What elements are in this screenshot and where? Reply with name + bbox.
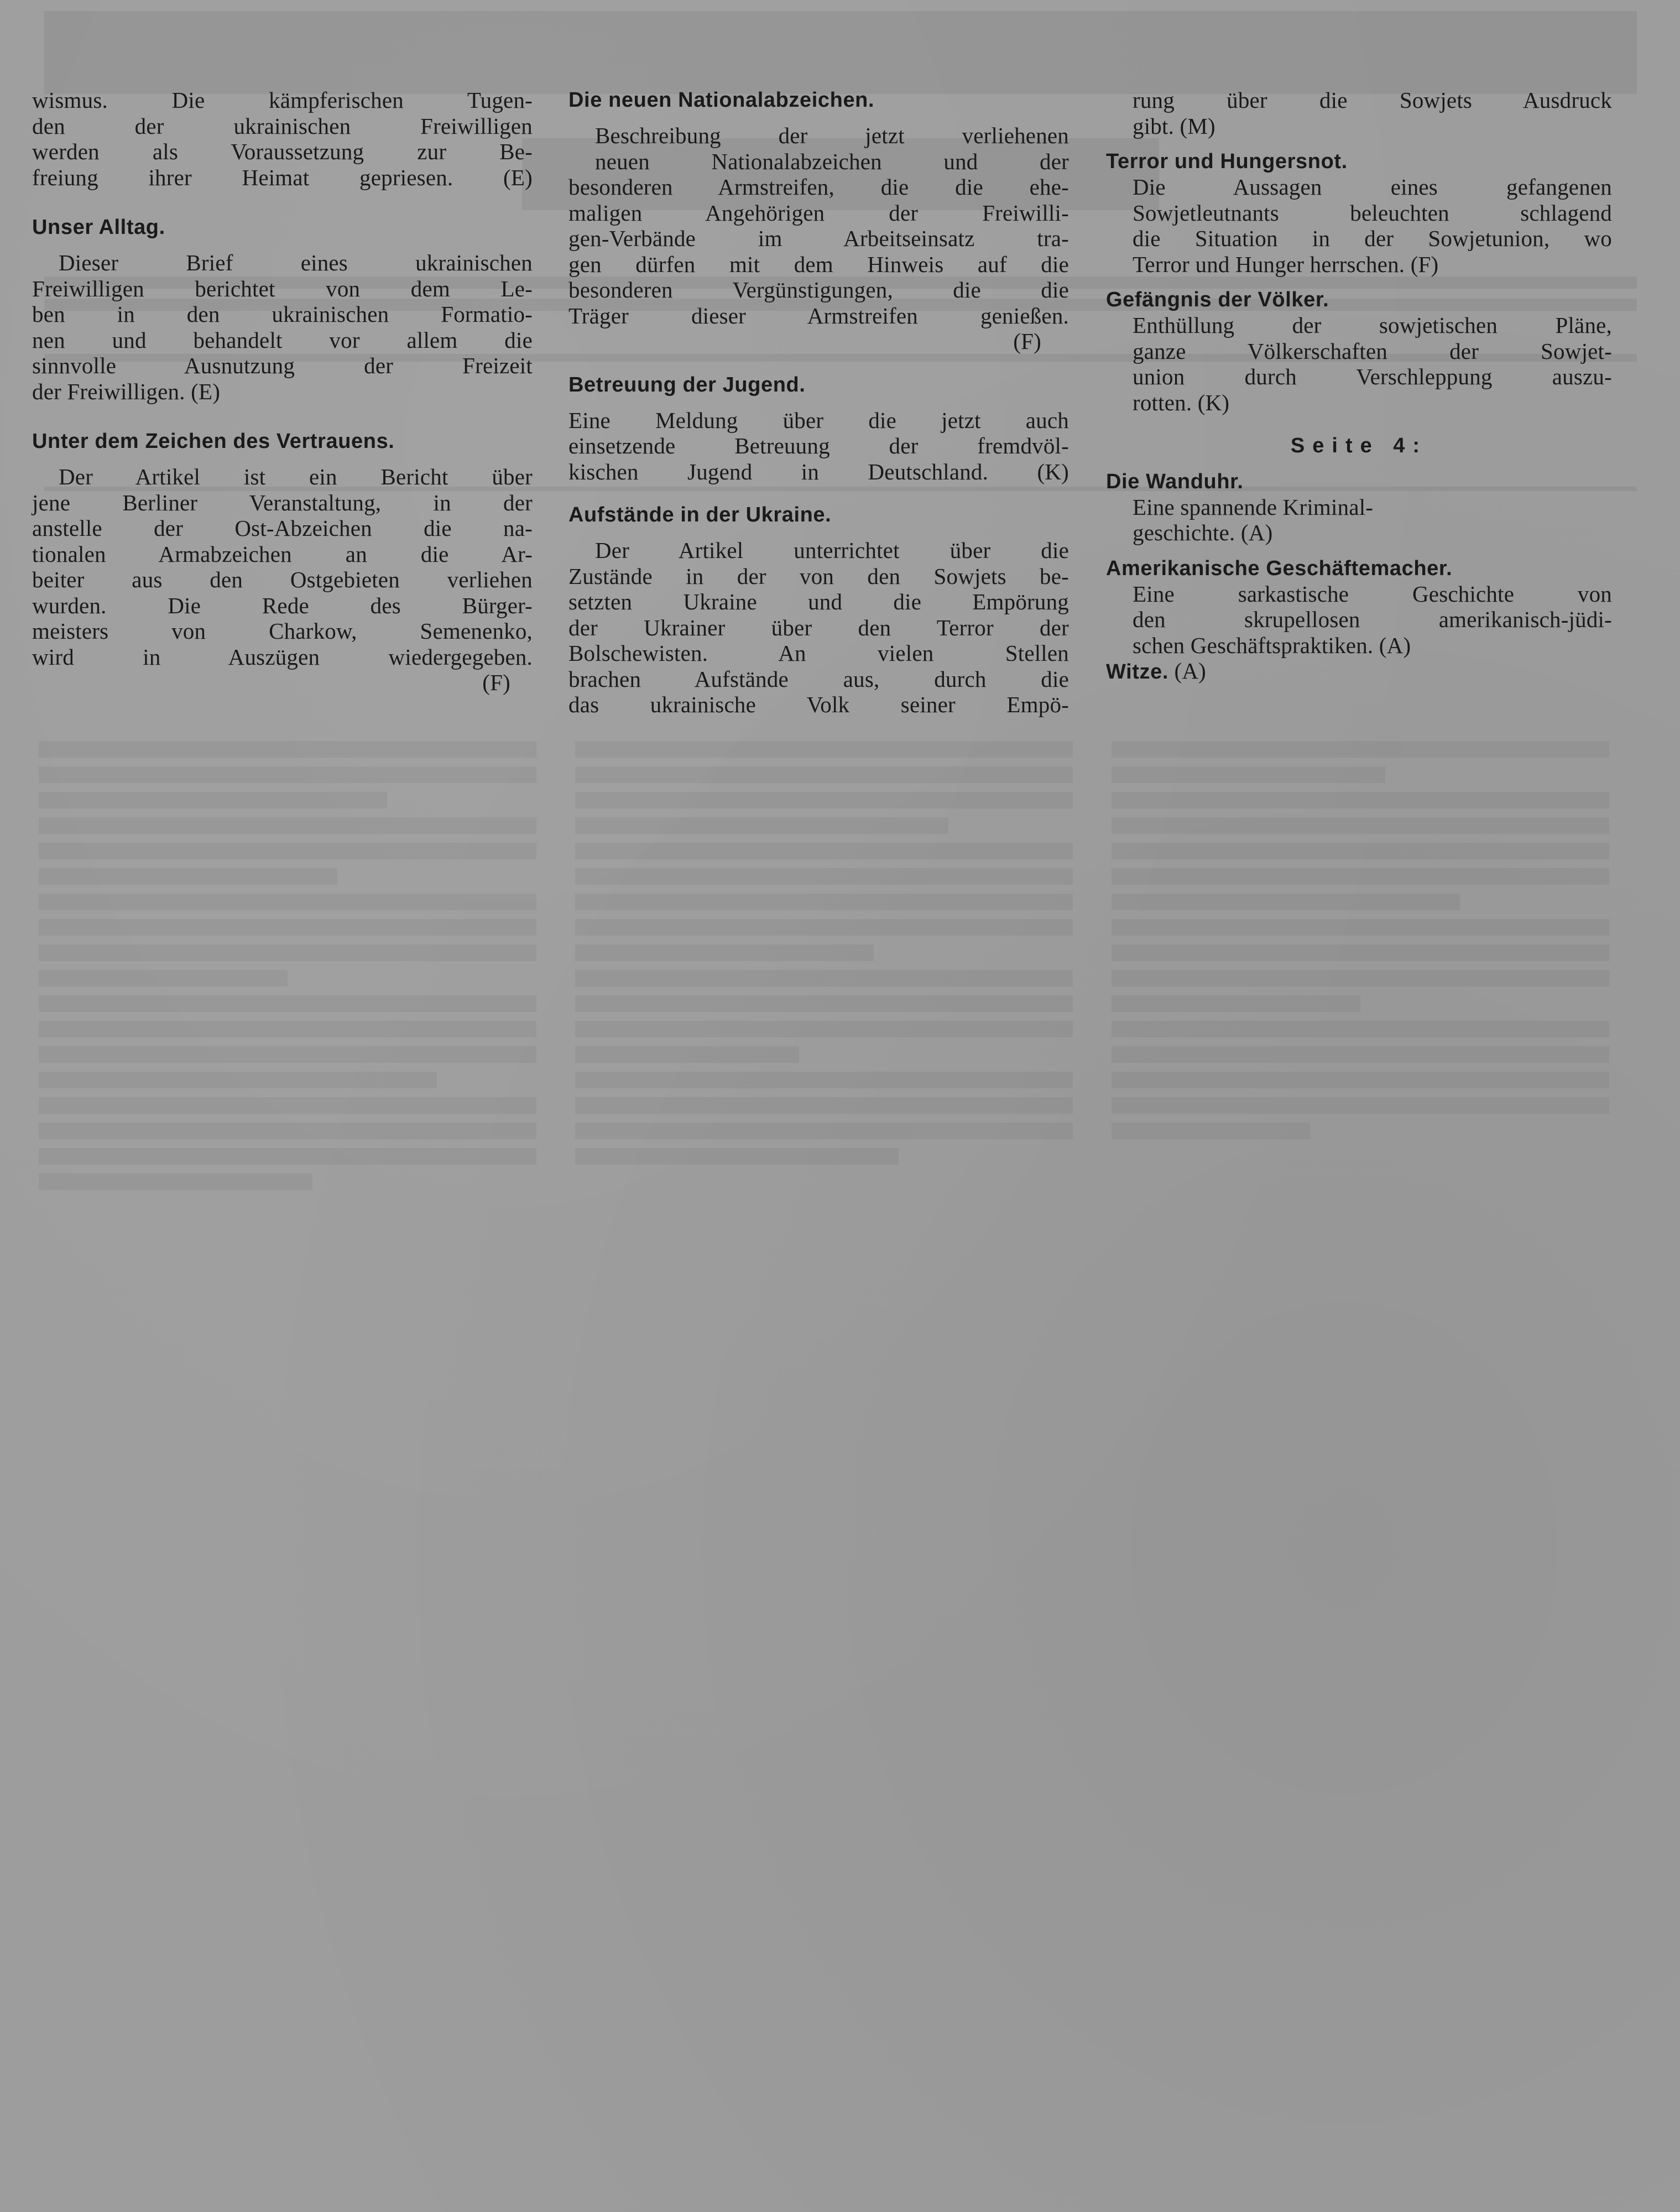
body-line: Freiwilligen berichtet von dem Le- [32, 275, 533, 301]
body-line: Träger dieser Armstreifen genießen. [568, 302, 1069, 328]
body-line: gibt. (M) [1133, 113, 1215, 139]
body-line: das ukrainische Volk seiner Empö- [568, 692, 1069, 717]
body-line: maligen Angehörigen der Freiwilli- [568, 200, 1069, 226]
body-line: Eine sarkastische Geschichte von [1133, 581, 1612, 607]
body-line: Eine Meldung über die jetzt auch [568, 407, 1069, 433]
body-line: besonderen Vergünstigungen, die die [568, 277, 1069, 302]
body-line: Sowjetleutnants beleuchten schlagend [1133, 200, 1612, 226]
body-line: Bolschewisten. An vielen Stellen [568, 640, 1069, 666]
body-line: rung über die Sowjets Ausdruck [1133, 87, 1612, 113]
body-line: den skrupellosen amerikanisch-jüdi- [1133, 607, 1612, 632]
article-heading: Unter dem Zeichen des Vertrauens. [32, 430, 395, 453]
body-line: wurden. Die Rede des Bürger- [32, 592, 533, 618]
body-line: besonderen Armstreifen, die die ehe- [568, 174, 1069, 200]
body-line: rotten. (K) [1133, 389, 1230, 415]
body-line: wird in Auszügen wiedergegeben. [32, 644, 533, 670]
body-line: union durch Verschleppung auszu- [1133, 364, 1612, 389]
body-line: Terror und Hunger herrschen. (F) [1133, 251, 1439, 277]
body-line: gen-Verbände im Arbeitseinsatz tra- [568, 226, 1069, 251]
body-line: Der Artikel unterrichtet über die [595, 538, 1069, 563]
body-line: anstelle der Ost-Abzeichen die na- [32, 515, 533, 541]
body-line: wismus. Die kämpferischen Tugen- [32, 87, 533, 113]
body-line: nen und behandelt vor allem die [32, 327, 533, 353]
body-line: Die Aussagen eines gefangenen [1133, 174, 1612, 200]
body-line: neuen Nationalabzeichen und der [595, 148, 1069, 174]
body-line: ganze Völkerschaften der Sowjet- [1133, 338, 1612, 364]
body-line: Eine spannende Kriminal- [1133, 494, 1374, 520]
body-line: gen dürfen mit dem Hinweis auf die [568, 251, 1069, 277]
source-tag: (F) [1013, 328, 1041, 354]
article-heading: Aufstände in der Ukraine. [568, 503, 832, 526]
bleed-through-text-left [39, 741, 536, 1199]
body-line: ben in den ukrainischen Formatio- [32, 301, 533, 327]
body-line: der Freiwilligen. (E) [32, 378, 221, 404]
body-line: Beschreibung der jetzt verliehenen [595, 123, 1069, 148]
article-heading: Amerikanische Geschäftemacher. [1106, 556, 1453, 580]
body-line: der Ukrainer über den Terror der [568, 614, 1069, 640]
body-line: kischen Jugend in Deutschland. (K) [568, 458, 1069, 484]
body-line: die Situation in der Sowjetunion, wo [1133, 226, 1612, 251]
article-heading: Terror und Hungersnot. [1106, 150, 1348, 173]
column-left [32, 87, 533, 696]
body-line: Enthüllung der sowjetischen Pläne, [1133, 312, 1612, 338]
body-line: beiter aus den Ostgebieten verliehen [32, 567, 533, 592]
body-line: jene Berliner Veranstaltung, in der [32, 489, 533, 515]
body-line: Dieser Brief eines ukrainischen [59, 250, 533, 275]
body-line: Der Artikel ist ein Bericht über [59, 464, 533, 489]
body-line: sinnvolle Ausnutzung der Freizeit [32, 353, 533, 378]
article-heading: Witze. [1106, 660, 1169, 684]
source-tag: (A) [1174, 658, 1207, 684]
article-heading: Unser Alltag. [32, 216, 165, 239]
body-line: werden als Voraussetzung zur Be- [32, 139, 533, 164]
body-line: setzten Ukraine und die Empörung [568, 589, 1069, 614]
body-line: brachen Aufstände aus, durch die [568, 666, 1069, 692]
article-heading: Die neuen Nationalabzeichen. [568, 88, 875, 112]
bleed-through-text-center [575, 741, 1073, 1173]
source-tag: (F) [482, 670, 510, 695]
body-line: einsetzende Betreuung der fremdvöl- [568, 433, 1069, 458]
article-heading: Betreuung der Jugend. [568, 373, 806, 397]
article-heading: Gefängnis der Völker. [1106, 288, 1329, 311]
body-line: schen Geschäftspraktiken. (A) [1133, 632, 1411, 658]
body-line: den der ukrainischen Freiwilligen [32, 113, 533, 139]
body-line: freiung ihrer Heimat gepriesen. (E) [32, 164, 533, 190]
body-line: geschichte. (A) [1133, 520, 1273, 545]
bleed-through-text-right [1112, 741, 1609, 1148]
section-label: Seite 4: [1290, 434, 1428, 457]
article-heading: Die Wanduhr. [1106, 469, 1244, 493]
article-heading-inline [1106, 658, 1612, 685]
column-center [568, 87, 1069, 718]
body-line: tionalen Armabzeichen an die Ar- [32, 541, 533, 567]
body-line: Zustände in der von den Sowjets be- [568, 563, 1069, 589]
column-right [1106, 87, 1612, 685]
body-line: meisters von Charkow, Semenenko, [32, 618, 533, 644]
